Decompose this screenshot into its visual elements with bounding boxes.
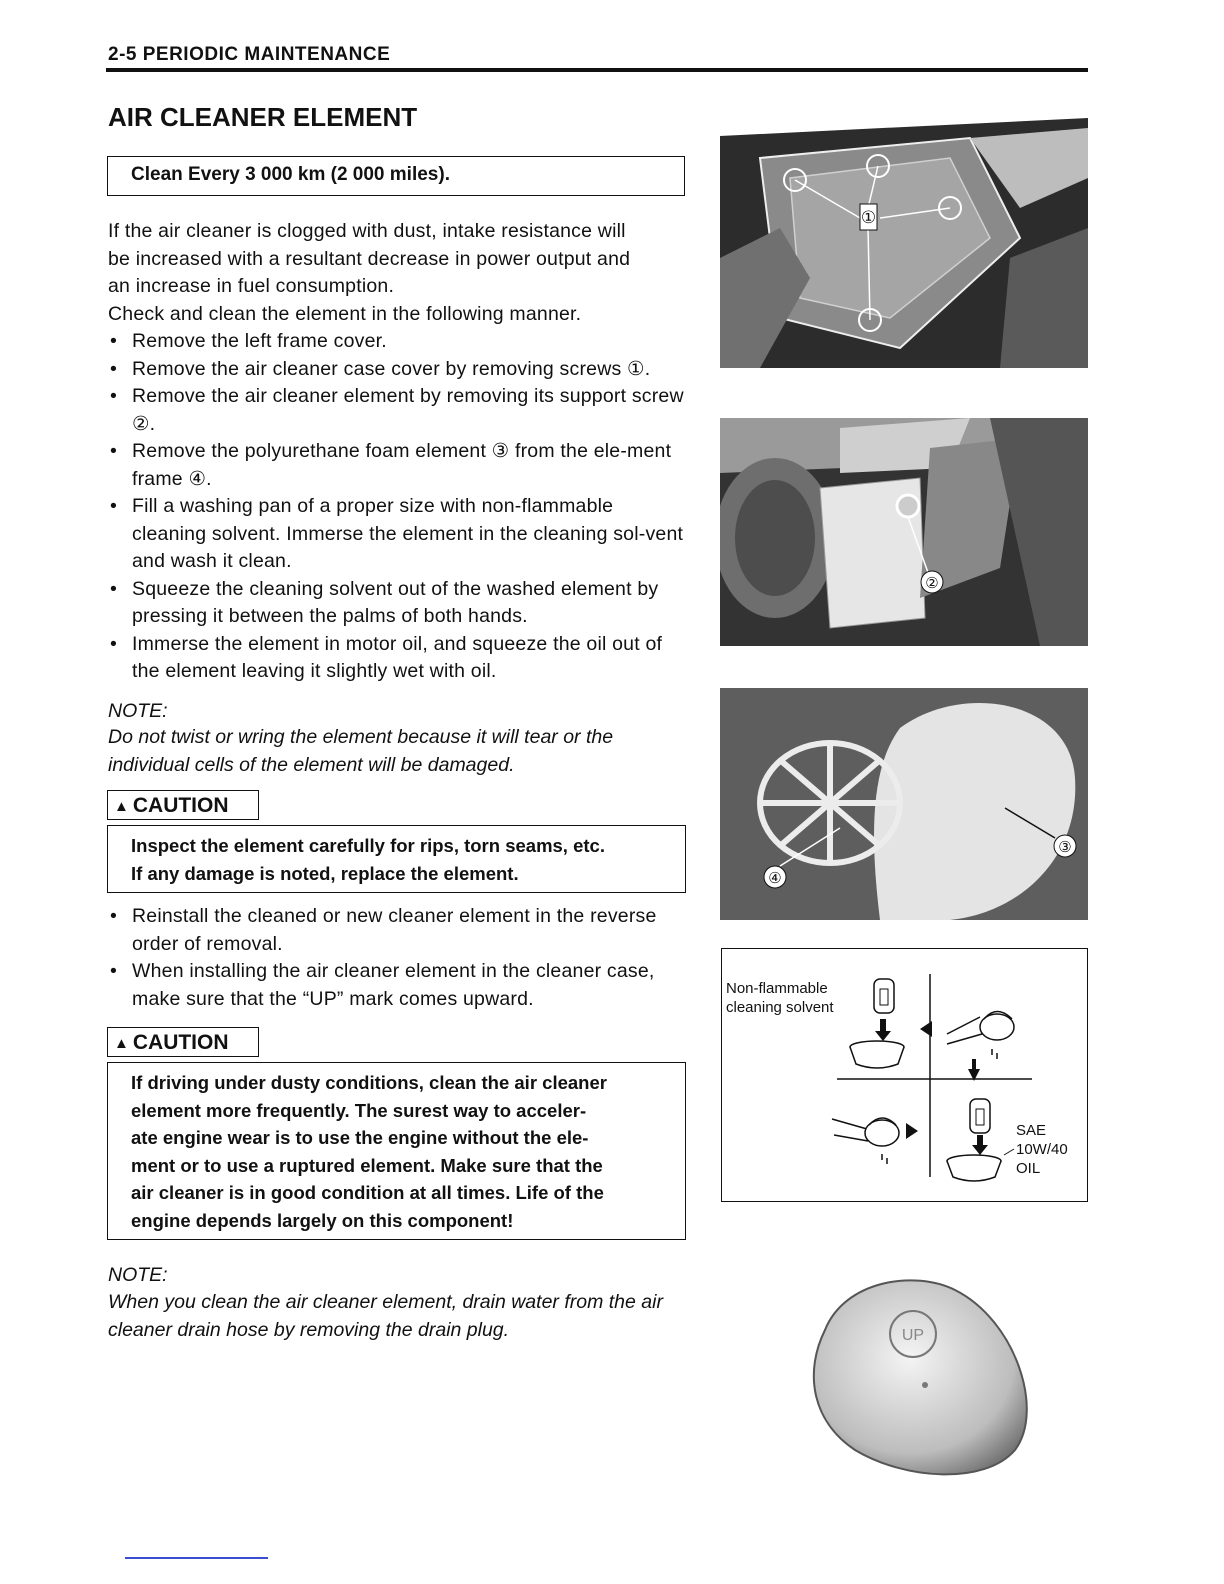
element-up-mark-figure — [805, 1270, 1040, 1485]
header-rule — [106, 68, 1088, 72]
note-text: Do not twist or wring the element because it will tear or the individual cells of the element will be damaged. — [108, 726, 614, 776]
caution-line: If any damage is noted, replace the element. — [131, 862, 519, 884]
caution-line: ment or to use a ruptured element. Make sure that the — [131, 1154, 603, 1176]
intro-line: Check and clean the element in the following manner. — [108, 302, 582, 325]
note-text: When you clean the air cleaner element, drain water from the air cleaner drain hose by removing the drain plug. — [108, 1291, 663, 1341]
oil-label-line: OIL — [1016, 1160, 1041, 1177]
step-item: • Remove the air cleaner case cover by removing screws ①. — [108, 356, 688, 384]
callout-2: ② — [925, 575, 939, 592]
step-item: • Immerse the element in motor oil, and squeeze the oil out of the element leaving it slightly wet with oil. — [108, 631, 688, 686]
up-mark-text: UP — [901, 1327, 925, 1344]
caution-line: air cleaner is in good condition at all times. Life of the — [131, 1182, 604, 1203]
foam-element-illustration — [720, 688, 1088, 920]
caution-line: engine depends largely on this component! — [131, 1209, 514, 1231]
caution-line: ate engine wear is to use the engine without the ele- — [131, 1127, 589, 1148]
interval-text: Clean Every 3 000 km (2 000 miles). — [131, 164, 450, 185]
down-arrow-icon — [875, 1019, 891, 1041]
intro-paragraph — [108, 218, 688, 686]
photo-case-cover — [720, 118, 1088, 368]
caution-line: Inspect the element carefully for rips, torn seams, etc. — [131, 835, 605, 856]
right-arrow-icon — [920, 1021, 932, 1037]
step-item: • Reinstall the cleaned or new cleaner element in the reverse order of removal. — [108, 903, 688, 958]
washing-pan-icon — [850, 1041, 904, 1068]
warning-triangle-icon: ▲ — [114, 1034, 129, 1052]
intro-line: be increased with a resultant decrease in power output and — [108, 247, 631, 270]
caution-box — [107, 1062, 686, 1240]
cleaning-diagram — [721, 948, 1088, 1202]
step-item: • Squeeze the cleaning solvent out of the washed element by pressing it between the palms of both hands. — [108, 576, 688, 631]
oil-can-icon — [970, 1099, 990, 1133]
hands-squeeze-icon — [832, 1118, 899, 1164]
photo-foam-element — [720, 688, 1088, 920]
step-item: • Fill a washing pan of a proper size with non-flammable cleaning solvent. Immerse the element in the cleaning sol-vent and wash it clean. — [108, 493, 688, 576]
callout-3: ③ — [1058, 839, 1072, 856]
solvent-label-line: cleaning solvent — [726, 999, 834, 1016]
interval-box — [107, 156, 685, 196]
left-arrow-icon — [906, 1123, 918, 1139]
step-item: • Remove the polyurethane foam element ③ from the ele-ment frame ④. — [108, 438, 688, 493]
callout-4: ④ — [768, 870, 782, 887]
section-title: AIR CLEANER ELEMENT — [108, 102, 418, 132]
solvent-label-line: Non-flammable — [726, 980, 828, 997]
step-item: • When installing the air cleaner element in the cleaner case, make sure that the “UP” mark comes upward. — [108, 958, 688, 1013]
note-label: NOTE: — [108, 1264, 168, 1286]
element-cover-illustration — [805, 1270, 1040, 1485]
oil-label-line: SAE — [1016, 1122, 1047, 1139]
step-item: • Remove the air cleaner element by removing its support screw ②. — [108, 383, 688, 438]
case-cover-illustration — [720, 118, 1088, 368]
down-arrow-icon — [968, 1059, 980, 1081]
running-header: 2-5 PERIODIC MAINTENANCE — [108, 44, 391, 65]
support-screw-illustration — [720, 418, 1088, 646]
intro-line: an increase in fuel consumption. — [108, 275, 395, 297]
caution-tag — [107, 1027, 259, 1057]
procedure-steps — [108, 328, 688, 686]
caution-line: element more frequently. The surest way to acceler- — [131, 1099, 587, 1121]
note-label: NOTE: — [108, 700, 168, 722]
diagram-drawing — [722, 949, 1087, 1201]
caution-box — [107, 825, 686, 893]
procedure-steps-continued — [108, 903, 688, 1013]
caution-tag — [107, 790, 259, 820]
caution-line: If driving under dusty conditions, clean the air cleaner — [131, 1072, 607, 1093]
warning-triangle-icon: ▲ — [114, 797, 129, 815]
oil-label-line: 10W/40 — [1016, 1141, 1068, 1158]
step-item: • Remove the left frame cover. — [108, 328, 688, 356]
oil-pan-icon — [947, 1155, 1001, 1181]
callout-1: ① — [860, 208, 877, 227]
hands-squeeze-icon — [947, 1012, 1014, 1060]
caution-label: CAUTION — [132, 1031, 229, 1054]
solvent-can-icon — [874, 979, 894, 1013]
down-arrow-icon — [972, 1135, 988, 1155]
intro-line: If the air cleaner is clogged with dust, intake resistance will — [108, 220, 626, 242]
photo-support-screw — [720, 418, 1088, 646]
caution-label: CAUTION — [132, 794, 229, 817]
footer-link-line — [125, 1557, 268, 1559]
